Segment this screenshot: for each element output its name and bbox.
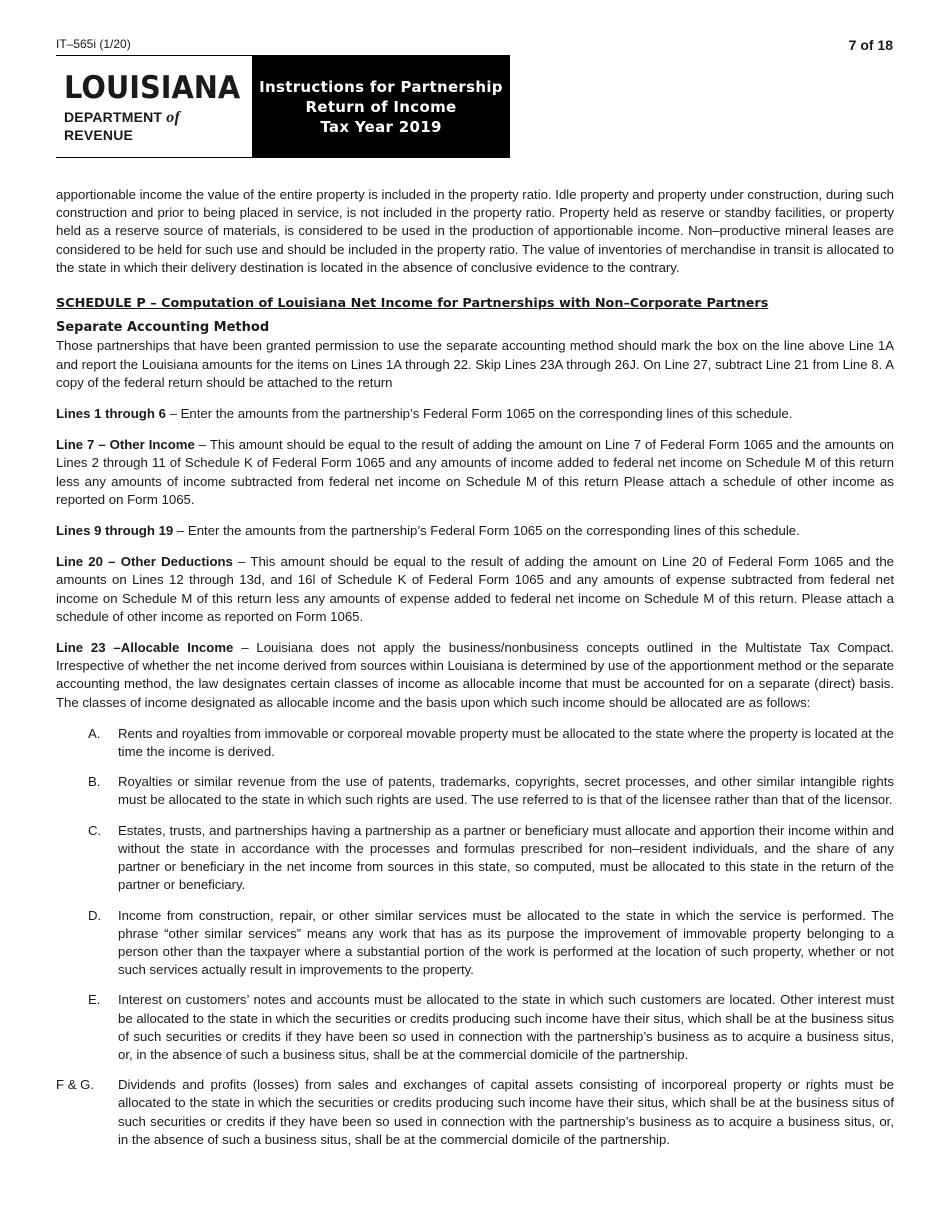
title-box bbox=[252, 56, 510, 157]
list-item-text: Income from construction, repair, or other similar services must be allocated to the state in which the service is performed. The phrase “other similar services” means any work that has as its purpose the improvement of immovable property belonging to a person other than the taxpayer where a substantial portion of the work is performed at the location of such property, whether or not such services actually result in improvements to the property. bbox=[118, 907, 894, 978]
paragraph-text: – Enter the amounts from the partnership’s Federal Form 1065 on the corresponding lines of this schedule. bbox=[173, 523, 800, 539]
paragraph-line-23 bbox=[56, 639, 894, 712]
page-number: 7 of 18 bbox=[848, 37, 893, 53]
paragraph-lead: Line 20 – Other Deductions bbox=[56, 554, 233, 570]
list-item-label: F & G. bbox=[56, 1077, 95, 1093]
paragraph-text: – This amount should be equal to the result of adding the amount on Line 7 of Federal Form 1065 and the amounts on Lines 2 through 11 of Schedule K of Federal Form 1065 and any amounts of income added to federal net income on Schedule M of this return less any amounts of income subtracted from federal net income on Schedule M of this return Please attach a schedule of other income as reported on Form 1065. bbox=[56, 437, 894, 507]
list-item bbox=[56, 773, 894, 809]
paragraph-lead: Line 7 – Other Income bbox=[56, 437, 195, 453]
paragraph-lead: Line 23 –Allocable Income bbox=[56, 640, 234, 656]
title-line-2: Return of Income bbox=[305, 97, 457, 116]
list-item bbox=[56, 822, 894, 895]
logo-sub-text bbox=[64, 109, 252, 143]
document-header bbox=[56, 55, 510, 158]
paragraph-text: – This amount should be equal to the result of adding the amount on Line 20 of Federal Form 1065 and the amounts on Lines 12 through 13d, and 16l of Schedule K of Federal Form 1065 and any amounts of expense subtracted from federal net income on Schedule M of this return less any amounts of expense added to federal net income on Schedule M of this return. Please attach a schedule of other income as reported on Form 1065. bbox=[56, 554, 894, 624]
list-item bbox=[56, 991, 894, 1064]
list-item-label: D. bbox=[88, 907, 102, 923]
list-item-text: Royalties or similar revenue from the use of patents, trademarks, copyrights, secret processes, and other similar intangible rights must be allocated to the state in which such rights are used. The use referred to is that of the licensee rather than that of the licensor. bbox=[118, 774, 894, 808]
logo-main-text: LOUISIANA bbox=[64, 69, 241, 106]
paragraph-lines-1-6 bbox=[56, 405, 894, 423]
list-item bbox=[56, 907, 894, 980]
logo-sub-after: REVENUE bbox=[64, 126, 134, 143]
list-item-text: Interest on customers’ notes and accounts must be allocated to the state in which such customers are located. Other interest must be allocated to the state in which the securities or credits producing such income have their situs, which shall be at the business situs of such securities or credits if they have been so used in connection with the partnership’s business as to acquire a business situs, or, in the absence of such a business situs, shall be at the commercial domicile of the partnership. bbox=[118, 992, 894, 1062]
list-item-label: B. bbox=[88, 774, 101, 790]
schedule-heading: SCHEDULE P – Computation of Louisiana Net Income for Partnerships with Non–Corporate Partners bbox=[56, 296, 769, 312]
list-item-text: Dividends and profits (losses) from sales and exchanges of capital assets consisting of incorporeal property or rights must be allocated to the state in which the securities or credits producing such income have their situs, which shall be at the business situs of such securities or credits if they have been so used in connection with the partnership’s business as to acquire a business situs, or, in the absence of such a business situs, shall be at the commercial domicile of the partnership. bbox=[118, 1077, 894, 1147]
method-heading: Separate Accounting Method bbox=[56, 320, 270, 336]
list-item bbox=[56, 725, 894, 761]
paragraph-line-20 bbox=[56, 553, 894, 626]
list-item-label: E. bbox=[88, 992, 101, 1008]
paragraph-line-7 bbox=[56, 436, 894, 509]
list-item-label: C. bbox=[88, 822, 102, 838]
logo-sub-of: of bbox=[166, 108, 181, 126]
paragraph-lead: Lines 1 through 6 bbox=[56, 406, 166, 422]
method-paragraph: Those partnerships that have been granted permission to use the separate accounting method should mark the box on the line above Line 1A and report the Louisiana amounts for the items on Lines 1A through 22. Skip Lines 23A through 26J. On Line 27, subtract Line 21 from Line 8. A copy of the federal return should be attached to the return bbox=[56, 338, 894, 390]
list-item bbox=[56, 1076, 894, 1149]
intro-paragraph: apportionable income the value of the entire property is included in the property ratio. Idle property and property under construction, during such construction and prior to being placed in service, is not included in the property ratio. Property held as reserve or standby facilities, or property held as a reserve source of materials, is considered to be used in the production of apportionable income. Non–productive mineral leases are considered to be held for such use and should be included in the property ratio. The value of inventories of merchandise in transit is allocated to the state in which their delivery destination is located in the absence of conclusive evidence to the contrary. bbox=[56, 187, 894, 275]
paragraph-lines-9-19 bbox=[56, 522, 894, 540]
paragraph-text: – Enter the amounts from the partnership’s Federal Form 1065 on the corresponding lines of this schedule. bbox=[165, 406, 793, 422]
list-item-label: A. bbox=[88, 725, 101, 741]
paragraph-lead: Lines 9 through 19 bbox=[56, 523, 174, 539]
title-line-1: Instructions for Partnership bbox=[259, 77, 503, 96]
list-item-text: Rents and royalties from immovable or corporeal movable property must be allocated to the state where the property is located at the time the income is derived. bbox=[118, 725, 894, 760]
logo-sub-before: DEPARTMENT bbox=[64, 108, 167, 125]
paragraph-text: – Louisiana does not apply the business/nonbusiness concepts outlined in the Multistate Tax Compact. Irrespective of whether the net income derived from sources within Louisiana is determined by use of the apportionment method or the separate accounting method, the law designates certain classes of income as allocable income that must be accounted for on a separate (direct) basis. The classes of income designated as allocable income and the basis upon which such income should be allocated are as follows: bbox=[56, 640, 894, 710]
list-item-text: Estates, trusts, and partnerships having a partnership as a partner or beneficiary must allocate and apportion their income within and without the state in accordance with the processes and formulas prescribed for non–resident individuals, and the share of any partner or beneficiary in the net income from sources in this state, so computed, must be allocated to this state in the return of the partner or beneficiary. bbox=[118, 822, 894, 893]
page-content bbox=[56, 186, 894, 1161]
title-line-3: Tax Year 2019 bbox=[320, 117, 442, 136]
allocable-income-list bbox=[56, 725, 894, 1149]
louisiana-dor-logo bbox=[56, 56, 252, 157]
form-id: IT–565i (1/20) bbox=[56, 37, 131, 51]
